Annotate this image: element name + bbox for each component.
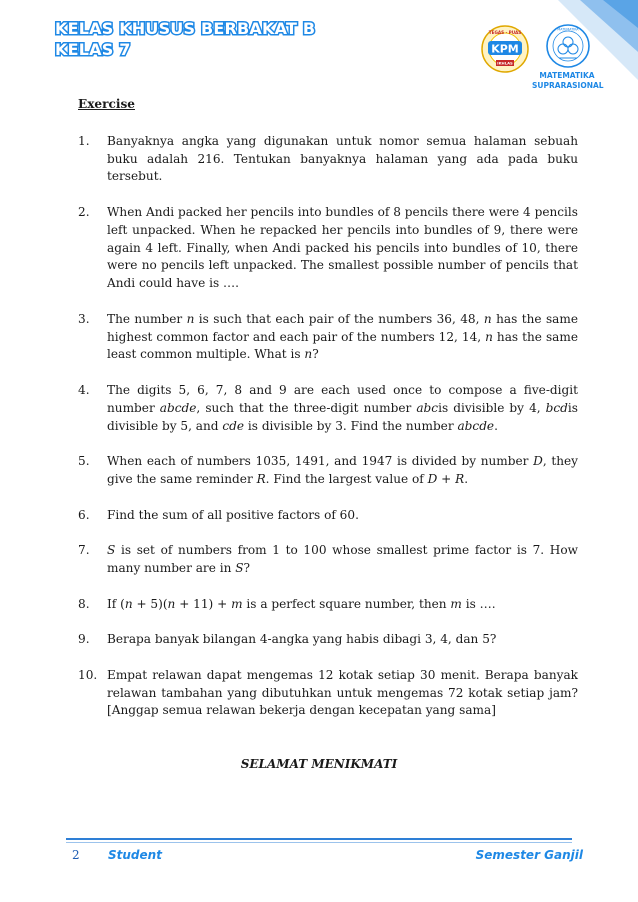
question-number: 5.	[78, 454, 90, 469]
question-text: If (𝑛 + 5)(𝑛 + 11) + 𝑚 is a perfect square number, then 𝑚 is ….	[107, 596, 496, 611]
question-item	[78, 667, 578, 720]
question-number: 1.	[78, 133, 90, 148]
math-logo-label	[532, 71, 602, 91]
question-text: When each of numbers 1035, 1491, and 1947 is divided by number 𝐷, they give the same reminder 𝑅. Find the largest value of 𝐷 + 𝑅.	[107, 454, 578, 486]
question-item	[78, 596, 578, 614]
question-item	[78, 311, 578, 364]
question-text: Banyaknya angka yang digunakan untuk nomor semua halaman sebuah buku adalah 216. Tentukan banyaknya halaman yang ada pada buku tersebut.	[107, 133, 578, 184]
question-text: 𝑆 is set of numbers from 1 to 100 whose smallest prime factor is 7. How many number are in 𝑆?	[107, 543, 578, 575]
footer-student-label: Student	[108, 848, 162, 862]
question-item	[78, 133, 578, 186]
question-item	[78, 631, 578, 649]
question-number: 6.	[78, 507, 90, 522]
question-item	[78, 453, 578, 489]
header-subtitle: KELAS 7	[55, 40, 131, 59]
math-logo-label-line2: SUPRARASIONAL	[532, 81, 604, 90]
question-number: 8.	[78, 596, 90, 611]
header-title: KELAS KHUSUS BERBAKAT B	[55, 19, 316, 38]
footer-semester-label: Semester Ganjil	[475, 848, 583, 862]
footer-divider-thin	[66, 842, 572, 843]
math-logo-label-line1: MATEMATIKA	[539, 71, 595, 80]
kpm-logo-top-text: TEGAS · PUAS	[488, 30, 522, 35]
math-logo-ring-text: MATEMATIKA	[557, 27, 579, 32]
kpm-logo	[474, 24, 536, 74]
question-number: 9.	[78, 632, 90, 647]
question-text: When Andi packed her pencils into bundles of 8 pencils there were 4 pencils left unpacked. When he repacked her pencils into bundles of 9, there were again 4 left. Finally, when Andi packed his pencils into bundles of 10, there were no pencils left unpacked. The smallest possible number of pencils that Andi could have is ….	[107, 204, 578, 291]
question-text: Berapa banyak bilangan 4-angka yang habis dibagi 3, 4, dan 5?	[107, 632, 497, 647]
question-text: Find the sum of all positive factors of 60.	[107, 507, 359, 522]
footer-divider	[66, 838, 572, 840]
question-list	[78, 133, 578, 720]
kpm-logo-text: KPM	[491, 42, 519, 56]
exercise-section	[78, 96, 578, 738]
question-item	[78, 507, 578, 525]
exercise-title: Exercise	[78, 97, 135, 111]
question-text: Empat relawan dapat mengemas 12 kotak setiap 30 menit. Berapa banyak relawan tambahan yang dibutuhkan untuk mengemas 72 kotak setiap jam? [Anggap semua relawan bekerja dengan kecepatan yang sama]	[107, 667, 578, 718]
question-number: 4.	[78, 382, 90, 397]
page-number: 2	[72, 848, 80, 862]
question-number: 3.	[78, 311, 90, 326]
question-item	[78, 382, 578, 435]
mathematics-logo	[545, 22, 591, 70]
question-text: The number 𝑛 is such that each pair of the numbers 36, 48, 𝑛 has the same highest common factor and each pair of the numbers 12, 14, 𝑛 has the same least common multiple. What is 𝑛?	[107, 311, 578, 362]
question-item	[78, 204, 578, 293]
question-item	[78, 542, 578, 578]
question-number: 7.	[78, 543, 90, 558]
kpm-logo-bottom-text: IKHLAS	[497, 60, 513, 66]
question-text: The digits 5, 6, 7, 8 and 9 are each used once to compose a five-digit number 𝑎𝑏𝑐𝑑𝑒, such that the three-digit number 𝑎𝑏𝑐is divisible by 4, 𝑏𝑐𝑑is divisible by 5, and 𝑐𝑑𝑒 is divisible by 3. Find the number 𝑎𝑏𝑐𝑑𝑒.	[107, 382, 578, 433]
question-number: 2.	[78, 204, 90, 219]
question-number: 10.	[78, 667, 98, 682]
closing-text: SELAMAT MENIKMATI	[240, 757, 398, 771]
